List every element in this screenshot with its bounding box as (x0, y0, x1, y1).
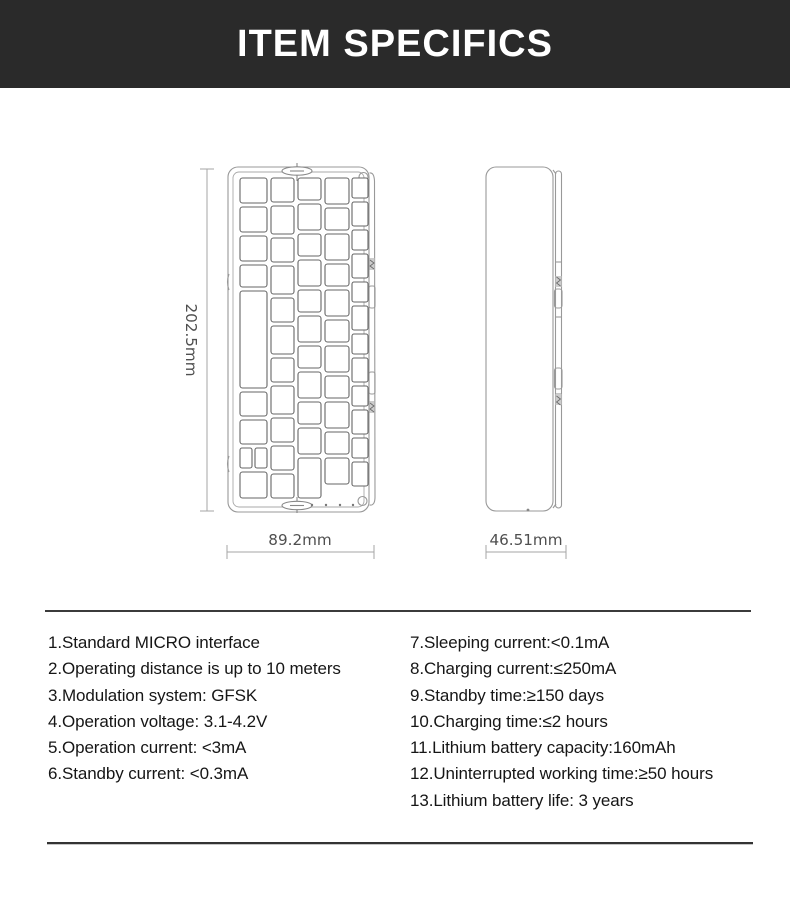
right-side-strip (370, 173, 376, 505)
spec-item: 10.Charging time:≤2 hours (410, 711, 608, 731)
key (240, 236, 267, 261)
key (240, 392, 267, 416)
key (298, 316, 321, 342)
key (325, 264, 349, 286)
keyboard-front-view (228, 163, 376, 513)
side-bottom-dot (527, 509, 530, 512)
key (271, 206, 294, 234)
key (352, 438, 368, 458)
key (325, 346, 349, 372)
spec-item: 9.Standby time:≥150 days (410, 685, 605, 705)
key (325, 320, 349, 342)
key (271, 418, 294, 442)
spec-list-right (410, 630, 770, 814)
key (240, 420, 267, 444)
key (255, 448, 267, 468)
key (298, 402, 321, 424)
key (298, 372, 321, 398)
key (325, 290, 349, 316)
spec-item: 6.Standby current: <0.3mA (48, 764, 249, 784)
key (325, 402, 349, 428)
key (298, 204, 321, 230)
key (352, 202, 368, 226)
key (240, 178, 267, 203)
spec-item: 12.Uninterrupted working time:≥50 hours (410, 764, 714, 784)
spec-item: 2.Operating distance is up to 10 meters (48, 659, 341, 679)
key (298, 234, 321, 256)
keyboard-side-body (486, 167, 553, 511)
spec-item: 4.Operation voltage: 3.1-4.2V (48, 711, 268, 731)
key (240, 207, 267, 232)
key (298, 260, 321, 286)
spec-item: 1.Standard MICRO interface (48, 633, 260, 652)
dimension-height (200, 169, 214, 511)
key (352, 306, 368, 330)
key (298, 346, 321, 368)
key (240, 448, 252, 468)
side-width-dimension-label: 46.51mm (489, 531, 563, 549)
top-divider (45, 610, 751, 612)
key (352, 410, 368, 434)
key (271, 474, 294, 498)
key (271, 446, 294, 470)
key (298, 458, 321, 498)
key (325, 178, 349, 204)
spec-list-left (48, 630, 398, 788)
side-edge-strip (556, 171, 562, 508)
key (325, 376, 349, 398)
key (352, 178, 368, 198)
key (352, 254, 368, 278)
key (271, 266, 294, 294)
fold-hinge-bottom (282, 497, 312, 513)
bottom-divider (47, 842, 753, 845)
page-title: ITEM SPECIFICS (237, 23, 553, 65)
corner-screw (358, 497, 367, 506)
key (271, 358, 294, 382)
side-strip-button (369, 286, 375, 308)
front-width-dimension-label: 89.2mm (268, 531, 332, 549)
key (352, 334, 368, 354)
height-dimension-label: 202.5mm (182, 303, 200, 377)
key (325, 432, 349, 454)
key (352, 282, 368, 302)
key (352, 462, 368, 486)
key (325, 458, 349, 484)
side-strip-button (369, 372, 375, 394)
keyboard-keys (240, 178, 368, 498)
key (352, 358, 368, 382)
key (240, 265, 267, 287)
keyboard-side-view (486, 167, 562, 511)
key (240, 472, 267, 498)
key (271, 326, 294, 354)
key (325, 208, 349, 230)
key (298, 290, 321, 312)
key (271, 238, 294, 262)
key (298, 428, 321, 454)
spec-item: 11.Lithium battery capacity:160mAh (410, 738, 676, 758)
key (352, 230, 368, 250)
key (271, 386, 294, 414)
key (352, 386, 368, 406)
spec-item: 13.Lithium battery life: 3 years (410, 790, 634, 810)
spec-item: 3.Modulation system: GFSK (48, 685, 258, 705)
indicator-dots (311, 504, 354, 506)
spec-item: 7.Sleeping current:<0.1mA (410, 633, 610, 652)
key-spacebar (240, 291, 267, 388)
key (271, 298, 294, 322)
spec-item: 8.Charging current:≤250mA (410, 659, 617, 679)
key (271, 178, 294, 202)
key (298, 178, 321, 200)
spec-item: 5.Operation current: <3mA (48, 738, 247, 758)
key (325, 234, 349, 260)
